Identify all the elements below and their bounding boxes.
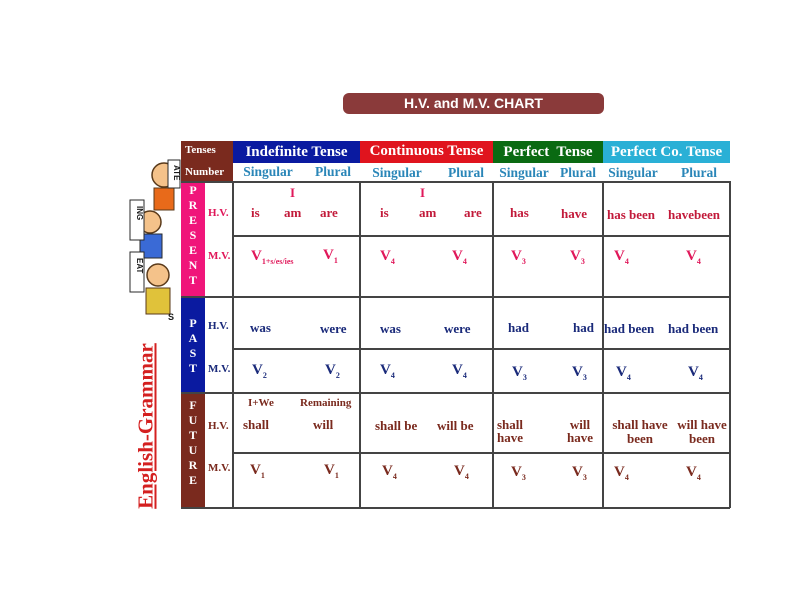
present-hv-cell: am <box>284 205 302 220</box>
past-letters: P A S T <box>188 316 198 375</box>
cartoon-illustration <box>128 140 180 330</box>
i-marker: I <box>420 185 426 200</box>
future-subject-plural: Remaining <box>300 397 352 409</box>
present-mv-cell: $V_3$ <box>511 248 526 266</box>
future-hv-label: H.V. <box>208 420 229 432</box>
present-hv-cell: are <box>320 205 338 220</box>
subheader-singular: Singular <box>499 165 549 180</box>
future-hv-cell: shall be <box>375 418 418 433</box>
present-mv-cell: $V_4$ <box>686 248 701 266</box>
future-hv-cell: shall have <box>497 417 524 445</box>
grid-line <box>181 507 730 509</box>
future-mv-cell: $V_1$ <box>324 462 339 480</box>
future-mv-cell: $V_4$ <box>454 463 469 481</box>
future-mv-cell: $V_4$ <box>382 463 397 481</box>
past-hv-cell: had <box>573 320 594 335</box>
past-mv-cell: $V_2$ <box>325 362 340 380</box>
future-mv-cell: $V_4$ <box>614 464 629 482</box>
past-mv-cell: $V_4$ <box>452 362 467 380</box>
grid-line <box>602 181 604 508</box>
past-hv-cell: were <box>320 321 347 336</box>
grid-line <box>181 392 730 394</box>
grid-line <box>729 181 731 508</box>
header-perfect-co-tense: Perfect Co. Tense <box>603 141 730 163</box>
subheader-plural: Plural <box>448 165 484 180</box>
subheader-singular: Singular <box>372 165 422 180</box>
present-mv-cell: $V_3$ <box>570 248 585 266</box>
subheader-plural: Plural <box>681 165 717 180</box>
grid-line <box>492 181 494 508</box>
present-hv-cell: are <box>464 205 482 220</box>
present-mv-cell: $V_{1+s/es/ies}$ <box>251 248 294 266</box>
cartoon-word-ate: ATE <box>172 165 181 181</box>
past-block <box>181 296 205 392</box>
subheader-singular: Singular <box>243 164 293 179</box>
future-block <box>181 392 205 508</box>
past-hv-cell: was <box>380 321 401 336</box>
present-mv-cell: $V_4$ <box>380 248 395 266</box>
future-hv-cell: will <box>313 417 334 432</box>
past-mv-cell: $V_3$ <box>512 364 527 382</box>
present-letters: P R E S E N T <box>188 183 198 287</box>
past-hv-label: H.V. <box>208 320 229 332</box>
grid-line <box>359 181 361 508</box>
future-mv-cell: $V_3$ <box>511 464 526 482</box>
grid-line <box>181 181 730 183</box>
header-continuous-tense: Continuous Tense <box>360 141 493 163</box>
future-mv-label: M.V. <box>208 462 231 474</box>
future-mv-cell: $V_3$ <box>572 464 587 482</box>
grid-line <box>232 181 234 508</box>
chart-title: H.V. and M.V. CHART <box>343 93 604 114</box>
future-hv-cell: will have <box>567 417 593 445</box>
past-hv-cell: had been <box>668 321 719 336</box>
future-hv-cell: shall have been <box>612 417 668 446</box>
future-subject-singular: I+We <box>248 397 274 409</box>
future-hv-cell: will have been <box>677 417 727 446</box>
present-hv-cell: have <box>561 206 587 221</box>
past-hv-cell: were <box>444 321 471 336</box>
past-hv-cell: had been <box>604 321 655 336</box>
number-label: Number <box>181 163 233 181</box>
subheader-plural: Plural <box>315 164 351 179</box>
past-mv-cell: $V_4$ <box>380 362 395 380</box>
grid-line <box>233 235 730 237</box>
past-mv-cell: $V_4$ <box>688 364 703 382</box>
past-hv-cell: had <box>508 320 529 335</box>
present-hv-cell: havebeen <box>668 207 720 222</box>
side-label-text: English-Grammar <box>133 343 158 509</box>
past-mv-cell: $V_4$ <box>616 364 631 382</box>
present-block <box>181 181 205 296</box>
present-hv-cell: has <box>510 205 529 220</box>
future-hv-cell: will be <box>437 418 474 433</box>
present-hv-label: H.V. <box>208 207 229 219</box>
future-mv-cell: $V_4$ <box>686 464 701 482</box>
side-label <box>126 340 166 512</box>
present-mv-cell: $V_4$ <box>614 248 629 266</box>
present-mv-cell: $V_1$ <box>323 247 338 265</box>
cartoon-word-ing: ING <box>135 206 144 221</box>
header-indefinite-tense: Indefinite Tense <box>233 141 360 163</box>
present-hv-cell: am <box>419 205 437 220</box>
tenses-label: Tenses <box>181 141 233 163</box>
past-mv-label: M.V. <box>208 363 231 375</box>
past-mv-cell: $V_3$ <box>572 364 587 382</box>
header-perfect-tense: Perfect Tense <box>493 141 603 163</box>
grid-line <box>233 348 730 350</box>
present-mv-label: M.V. <box>208 250 231 262</box>
subheader-plural: Plural <box>560 165 596 180</box>
cartoon-word-s: S <box>168 312 175 322</box>
future-hv-cell: shall <box>243 417 270 432</box>
past-hv-cell: was <box>250 320 271 335</box>
present-hv-cell: is <box>251 205 260 220</box>
i-marker: I <box>290 185 296 200</box>
future-letters: F U T U R E <box>188 398 198 487</box>
past-mv-cell: $V_2$ <box>252 362 267 380</box>
future-mv-cell: $V_1$ <box>250 462 265 480</box>
present-mv-cell: $V_4$ <box>452 248 467 266</box>
grid-line <box>233 452 730 454</box>
present-hv-cell: is <box>380 205 389 220</box>
subheader-singular: Singular <box>608 165 658 180</box>
present-hv-cell: has been <box>607 207 656 222</box>
cartoon-word-eat: EAT <box>135 258 144 274</box>
grid-line <box>181 296 730 298</box>
